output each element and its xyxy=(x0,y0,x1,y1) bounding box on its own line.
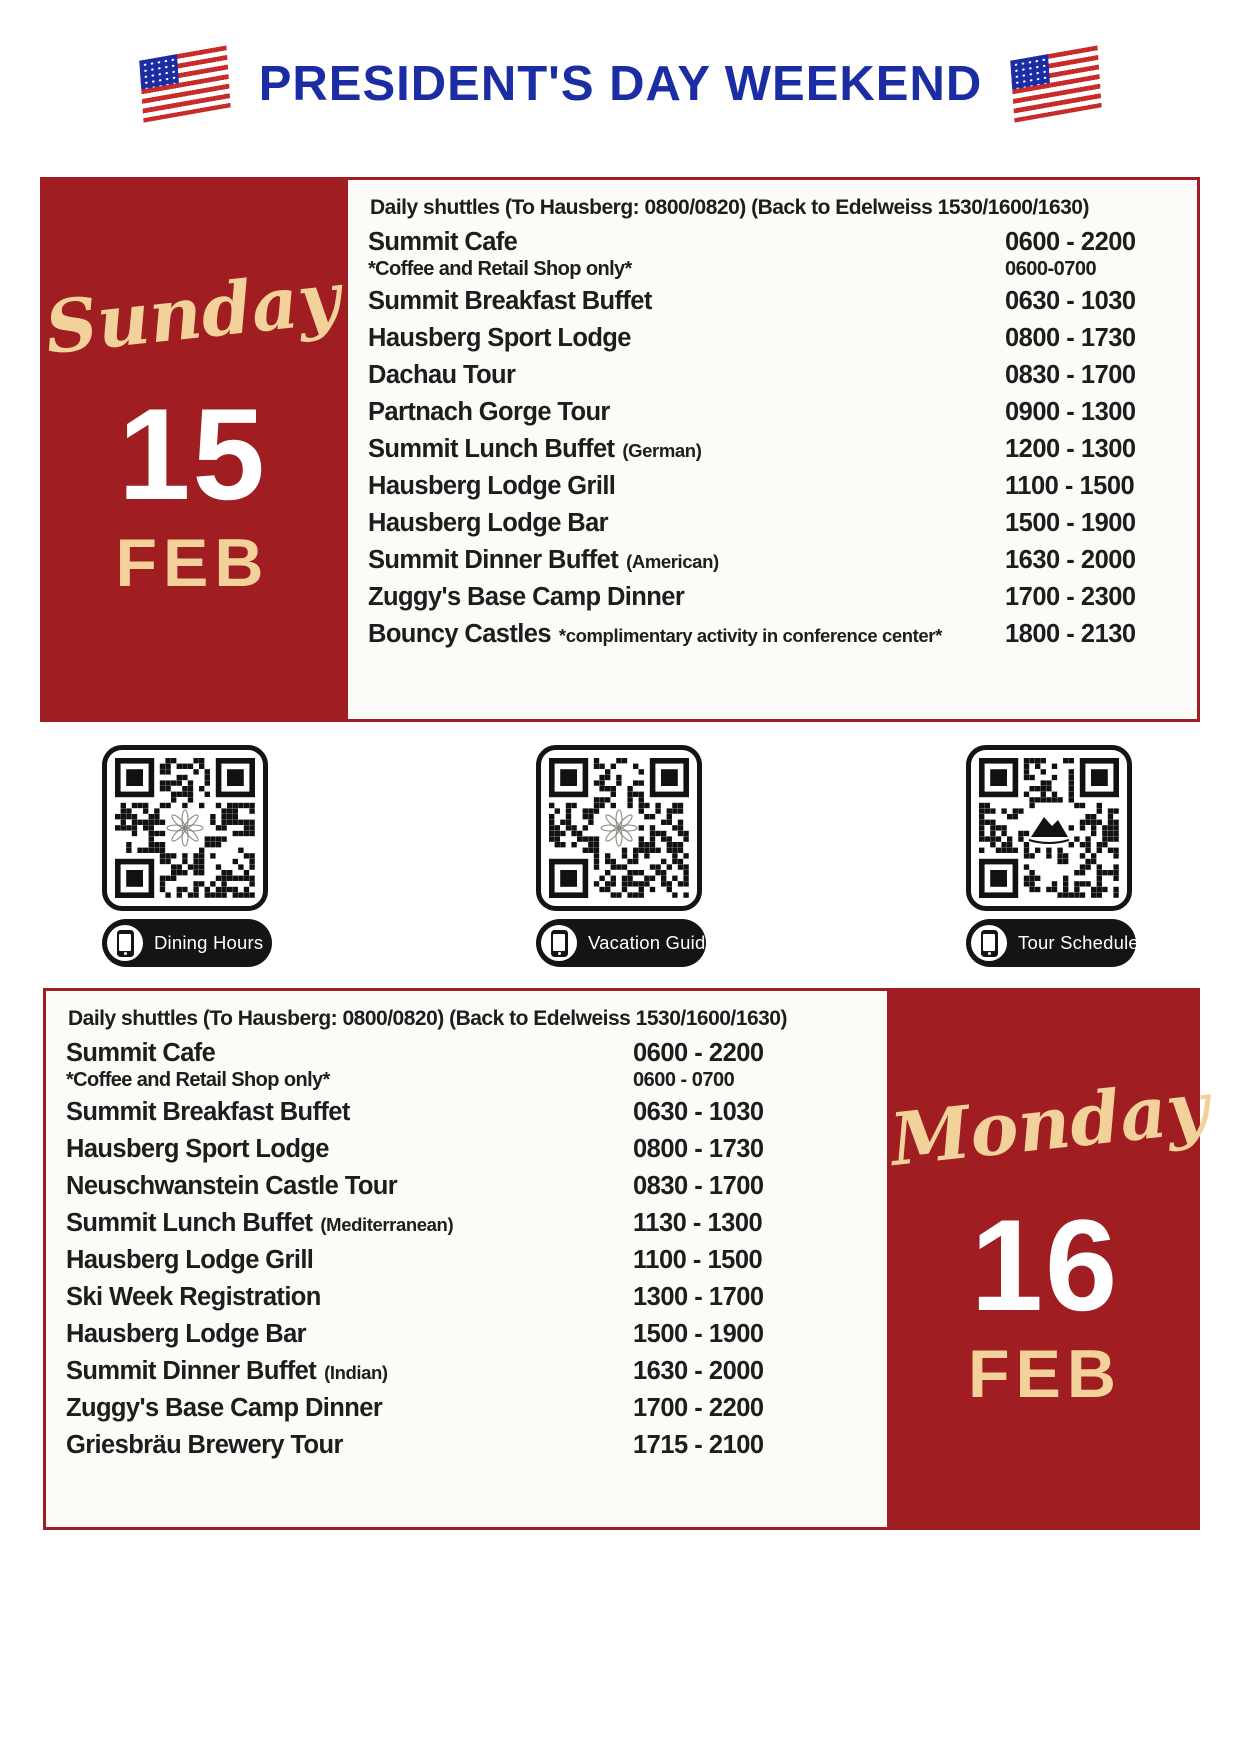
schedule-row xyxy=(66,1394,811,1431)
schedule-row xyxy=(368,435,1183,472)
schedule-row xyxy=(66,1135,811,1172)
qr-group-tour-schedule xyxy=(966,745,1139,967)
event-name: Griesbräu Brewery Tour xyxy=(66,1431,343,1459)
qr-label: Vacation Guide xyxy=(588,932,716,953)
event-time: 0830 - 1700 xyxy=(633,1172,764,1200)
event-time: 1500 - 1900 xyxy=(633,1320,764,1348)
event-time: 1630 - 2000 xyxy=(1005,546,1136,574)
event-time: 1700 - 2200 xyxy=(633,1394,764,1422)
shuttle-note: Daily shuttles (To Hausberg: 0800/0820) (Back to Edelweiss 1530/1600/1630) xyxy=(370,196,1089,219)
page-header xyxy=(0,42,1241,126)
event-name: Hausberg Lodge Bar xyxy=(368,509,608,537)
schedule-row xyxy=(66,1283,811,1320)
qr-label-pill xyxy=(966,919,1139,967)
schedule-row xyxy=(368,324,1183,361)
event-name: Ski Week Registration xyxy=(66,1283,321,1311)
schedule-row xyxy=(368,472,1183,509)
schedule-row xyxy=(368,258,1183,284)
schedule-row xyxy=(368,509,1183,546)
qr-pattern-mountain xyxy=(979,758,1119,898)
schedule-rows xyxy=(66,1039,811,1468)
event-detail: (Mediterranean) xyxy=(320,1214,454,1235)
event-name: Summit Dinner Buffet xyxy=(368,546,619,574)
event-name: Summit Breakfast Buffet xyxy=(66,1098,350,1126)
event-detail: (Indian) xyxy=(324,1362,388,1383)
sunday-day-panel xyxy=(40,177,345,722)
event-time: 1200 - 1300 xyxy=(1005,435,1136,463)
schedule-row xyxy=(368,583,1183,620)
event-time: 0630 - 1030 xyxy=(1005,287,1136,315)
event-time: 1630 - 2000 xyxy=(633,1357,764,1385)
event-time: 0800 - 1730 xyxy=(1005,324,1136,352)
schedule-row xyxy=(66,1098,811,1135)
page-title: PRESIDENT'S DAY WEEKEND xyxy=(258,57,983,111)
schedule-row xyxy=(66,1357,811,1394)
phone-icon xyxy=(981,930,998,957)
phone-icon-circle xyxy=(104,922,146,964)
event-name: Summit Lunch Buffet xyxy=(368,435,615,463)
schedule-row xyxy=(66,1209,811,1246)
event-detail: (German) xyxy=(622,440,702,461)
phone-icon-circle xyxy=(538,922,580,964)
qr-label: Tour Schedule xyxy=(1018,932,1139,953)
qr-group-vacation-guide xyxy=(536,745,716,967)
qr-label-pill xyxy=(536,919,716,967)
schedule-row xyxy=(368,620,1183,657)
event-name: Hausberg Sport Lodge xyxy=(368,324,631,352)
event-name: Summit Lunch Buffet xyxy=(66,1209,313,1237)
event-name: Zuggy's Base Camp Dinner xyxy=(66,1394,383,1422)
event-time: 1715 - 2100 xyxy=(633,1431,764,1459)
day-month: FEB xyxy=(115,525,270,601)
us-flag-icon xyxy=(1011,45,1102,122)
monday-day-panel xyxy=(886,988,1213,1530)
event-time: 0830 - 1700 xyxy=(1005,361,1136,389)
schedule-row xyxy=(66,1320,811,1357)
phone-icon-circle xyxy=(968,922,1010,964)
shuttle-note: Daily shuttles (To Hausberg: 0800/0820) (Back to Edelweiss 1530/1600/1630) xyxy=(68,1007,787,1030)
day-number: 15 xyxy=(118,381,267,527)
qr-pattern-edelweiss xyxy=(549,758,689,898)
event-time: 0900 - 1300 xyxy=(1005,398,1136,426)
day-name-script: Sunday xyxy=(41,254,344,371)
event-time: 0600-0700 xyxy=(1005,258,1097,280)
event-name: *Coffee and Retail Shop only* xyxy=(66,1069,330,1091)
event-name: Bouncy Castles xyxy=(368,620,551,648)
qr-code xyxy=(966,745,1132,911)
qr-code xyxy=(102,745,268,911)
schedule-row xyxy=(66,1069,811,1095)
event-name: Summit Dinner Buffet xyxy=(66,1357,317,1385)
event-name: *Coffee and Retail Shop only* xyxy=(368,258,632,280)
us-flag-icon xyxy=(139,45,230,122)
qr-group-dining-hours xyxy=(102,745,272,967)
qr-label-pill xyxy=(102,919,272,967)
event-time: 1130 - 1300 xyxy=(633,1209,763,1237)
event-name: Dachau Tour xyxy=(368,361,516,389)
schedule-row xyxy=(368,398,1183,435)
schedule-row xyxy=(66,1246,811,1283)
event-detail: (American) xyxy=(626,551,719,572)
event-time: 1700 - 2300 xyxy=(1005,583,1136,611)
event-name: Hausberg Lodge Grill xyxy=(66,1246,314,1274)
event-time: 0800 - 1730 xyxy=(633,1135,764,1163)
event-time: 1800 - 2130 xyxy=(1005,620,1136,648)
event-time: 1100 - 1500 xyxy=(1005,472,1135,500)
sunday-schedule-block xyxy=(40,177,1200,722)
event-name: Hausberg Lodge Grill xyxy=(368,472,616,500)
schedule-rows xyxy=(368,228,1183,657)
event-name: Hausberg Sport Lodge xyxy=(66,1135,329,1163)
schedule-row xyxy=(368,287,1183,324)
day-name-script: Monday xyxy=(886,1064,1213,1182)
qr-pattern-edelweiss xyxy=(115,758,255,898)
event-name: Zuggy's Base Camp Dinner xyxy=(368,583,685,611)
event-name: Hausberg Lodge Bar xyxy=(66,1320,306,1348)
monday-schedule-block xyxy=(43,988,1213,1530)
day-month: FEB xyxy=(968,1336,1122,1412)
phone-icon xyxy=(551,930,568,957)
phone-icon xyxy=(117,930,134,957)
event-time: 0600 - 2200 xyxy=(633,1039,764,1067)
qr-code xyxy=(536,745,702,911)
qr-label: Dining Hours xyxy=(154,932,264,953)
monday-schedule-box xyxy=(43,988,890,1530)
event-time: 0600 - 2200 xyxy=(1005,228,1136,256)
event-name: Neuschwanstein Castle Tour xyxy=(66,1172,398,1200)
schedule-row xyxy=(368,546,1183,583)
event-name: Summit Breakfast Buffet xyxy=(368,287,652,315)
schedule-row xyxy=(66,1431,811,1468)
event-time: 0600 - 0700 xyxy=(633,1069,735,1091)
event-detail: *complimentary activity in conference center* xyxy=(558,625,942,646)
event-time: 1500 - 1900 xyxy=(1005,509,1136,537)
event-name: Summit Cafe xyxy=(66,1039,216,1067)
event-time: 1100 - 1500 xyxy=(633,1246,763,1274)
sunday-schedule-box xyxy=(345,177,1200,722)
schedule-row xyxy=(66,1172,811,1209)
event-time: 0630 - 1030 xyxy=(633,1098,764,1126)
event-name: Partnach Gorge Tour xyxy=(368,398,610,426)
event-name: Summit Cafe xyxy=(368,228,518,256)
day-number: 16 xyxy=(970,1192,1120,1338)
event-time: 1300 - 1700 xyxy=(633,1283,764,1311)
schedule-row xyxy=(368,361,1183,398)
